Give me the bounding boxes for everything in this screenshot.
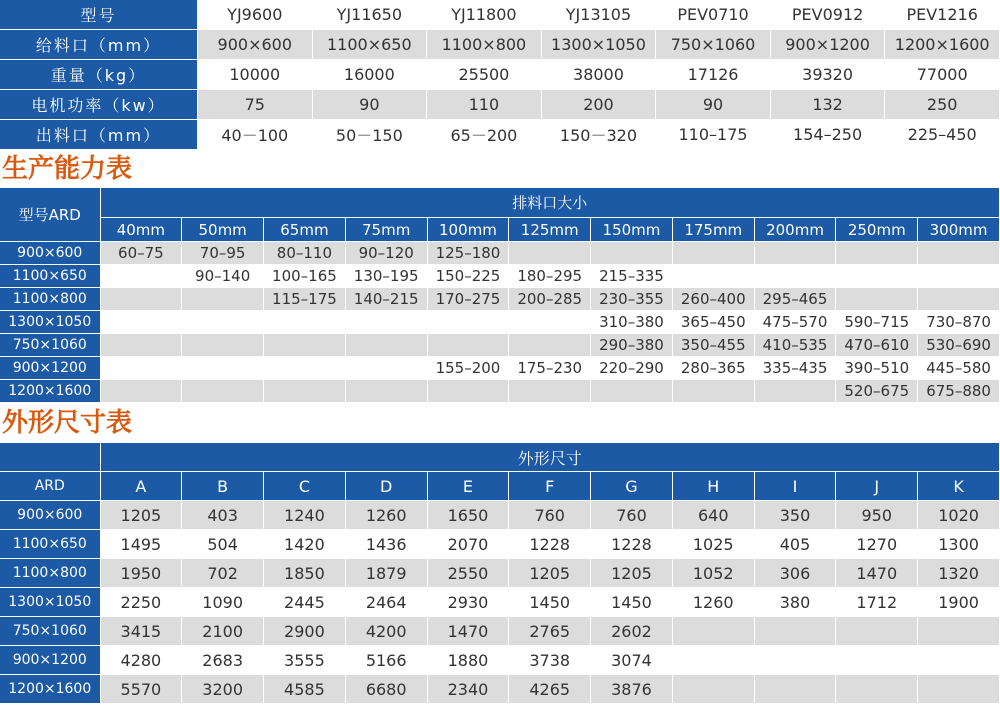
dimensions-cell: 2070 bbox=[427, 530, 509, 559]
spec-cell: 77000 bbox=[885, 60, 1000, 90]
dimensions-cell: 760 bbox=[591, 501, 673, 530]
spec-row bbox=[0, 30, 1000, 60]
capacity-cell: 60–75 bbox=[100, 242, 182, 265]
capacity-cell bbox=[182, 380, 264, 403]
capacity-cell bbox=[754, 265, 836, 288]
capacity-column-header: 125mm bbox=[509, 218, 591, 242]
dimensions-cell: 2445 bbox=[264, 588, 346, 617]
dimensions-cell bbox=[754, 646, 836, 675]
capacity-cell: 150–225 bbox=[427, 265, 509, 288]
capacity-cell bbox=[918, 265, 1000, 288]
dimensions-model-header: ARD bbox=[0, 472, 100, 501]
capacity-cell bbox=[182, 311, 264, 334]
spec-cell: 1200×1600 bbox=[885, 30, 1000, 60]
spec-cell: 10000 bbox=[198, 60, 313, 90]
dimensions-cell: 4585 bbox=[264, 675, 346, 704]
dimensions-cell: 1900 bbox=[918, 588, 1000, 617]
dimensions-column-header: B bbox=[182, 472, 264, 501]
capacity-cell: 215–335 bbox=[591, 265, 673, 288]
spec-cell: 1100×800 bbox=[427, 30, 542, 60]
dimensions-row bbox=[0, 646, 1000, 675]
dimensions-column-header: K bbox=[918, 472, 1000, 501]
capacity-cell bbox=[264, 334, 346, 357]
dimensions-cell: 1850 bbox=[264, 559, 346, 588]
spec-cell: 90 bbox=[312, 90, 427, 120]
spec-table bbox=[0, 0, 1000, 150]
capacity-cell bbox=[836, 242, 918, 265]
dimensions-cell bbox=[672, 617, 754, 646]
spec-cell: 900×600 bbox=[198, 30, 313, 60]
spec-cell: PEV1216 bbox=[885, 0, 1000, 30]
dimensions-cell: 5166 bbox=[345, 646, 427, 675]
spec-cell: YJ11800 bbox=[427, 0, 542, 30]
dimensions-cell: 1052 bbox=[672, 559, 754, 588]
dimensions-cell: 405 bbox=[754, 530, 836, 559]
capacity-cell: 90–120 bbox=[345, 242, 427, 265]
spec-cell: 90 bbox=[656, 90, 771, 120]
dimensions-cell bbox=[836, 646, 918, 675]
dimensions-column-header: F bbox=[509, 472, 591, 501]
dimensions-cell: 4200 bbox=[345, 617, 427, 646]
dimensions-row-model: 1200×1600 bbox=[0, 675, 100, 704]
capacity-row bbox=[0, 380, 1000, 403]
capacity-cell bbox=[345, 334, 427, 357]
capacity-cell: 295–465 bbox=[754, 288, 836, 311]
spec-cell: YJ11650 bbox=[312, 0, 427, 30]
capacity-row bbox=[0, 311, 1000, 334]
capacity-cell: 125–180 bbox=[427, 242, 509, 265]
dimensions-cell: 1470 bbox=[836, 559, 918, 588]
dimensions-column-header: I bbox=[754, 472, 836, 501]
dimensions-cell: 1025 bbox=[672, 530, 754, 559]
capacity-cell: 90–140 bbox=[182, 265, 264, 288]
capacity-row-model: 900×600 bbox=[0, 242, 100, 265]
capacity-cell: 730–870 bbox=[918, 311, 1000, 334]
dimensions-row-model: 900×600 bbox=[0, 501, 100, 530]
capacity-cell bbox=[836, 288, 918, 311]
dimensions-cell: 4265 bbox=[509, 675, 591, 704]
spec-cell: PEV0710 bbox=[656, 0, 771, 30]
capacity-cell bbox=[509, 311, 591, 334]
capacity-cell: 410–535 bbox=[754, 334, 836, 357]
capacity-cell: 180–295 bbox=[509, 265, 591, 288]
capacity-cell bbox=[509, 380, 591, 403]
dimensions-cell: 1880 bbox=[427, 646, 509, 675]
dimensions-cell: 403 bbox=[182, 501, 264, 530]
capacity-cell: 70–95 bbox=[182, 242, 264, 265]
capacity-cell bbox=[754, 242, 836, 265]
capacity-column-header: 50mm bbox=[182, 218, 264, 242]
dimensions-cell bbox=[754, 675, 836, 704]
capacity-cell bbox=[345, 311, 427, 334]
spec-cell: 39320 bbox=[770, 60, 885, 90]
spec-cell: 110 bbox=[427, 90, 542, 120]
capacity-section-title: 生产能力表 bbox=[2, 154, 133, 184]
capacity-cell bbox=[754, 380, 836, 403]
capacity-table bbox=[0, 188, 1000, 403]
capacity-column-header: 65mm bbox=[264, 218, 346, 242]
capacity-cell bbox=[100, 334, 182, 357]
capacity-cell bbox=[345, 357, 427, 380]
dimensions-cell: 5570 bbox=[100, 675, 182, 704]
capacity-cell: 390–510 bbox=[836, 357, 918, 380]
capacity-row bbox=[0, 265, 1000, 288]
dimensions-blank-corner bbox=[0, 443, 100, 472]
capacity-cell bbox=[918, 242, 1000, 265]
capacity-cell bbox=[264, 380, 346, 403]
dimensions-cell: 1260 bbox=[672, 588, 754, 617]
capacity-row-model: 750×1060 bbox=[0, 334, 100, 357]
dimensions-cell: 380 bbox=[754, 588, 836, 617]
capacity-cell: 470–610 bbox=[836, 334, 918, 357]
spec-cell: 150－320 bbox=[541, 120, 656, 150]
spec-cell: 16000 bbox=[312, 60, 427, 90]
dimensions-column-header: G bbox=[591, 472, 673, 501]
capacity-row-model: 1100×800 bbox=[0, 288, 100, 311]
dimensions-cell: 1205 bbox=[100, 501, 182, 530]
spec-cell: 900×1200 bbox=[770, 30, 885, 60]
dimensions-cell: 2765 bbox=[509, 617, 591, 646]
dimensions-cell: 2340 bbox=[427, 675, 509, 704]
capacity-cell bbox=[100, 311, 182, 334]
dimensions-cell: 1950 bbox=[100, 559, 182, 588]
dimensions-group-header: 外形尺寸 bbox=[100, 443, 1000, 472]
capacity-cell: 100–165 bbox=[264, 265, 346, 288]
spec-row-label: 重量（kg） bbox=[0, 60, 198, 90]
spec-row-label: 给料口（mm） bbox=[0, 30, 198, 60]
capacity-column-header: 100mm bbox=[427, 218, 509, 242]
capacity-cell: 280–365 bbox=[672, 357, 754, 380]
spec-cell: YJ9600 bbox=[198, 0, 313, 30]
dimensions-cell: 3738 bbox=[509, 646, 591, 675]
spec-cell: 200 bbox=[541, 90, 656, 120]
spec-cell: YJ13105 bbox=[541, 0, 656, 30]
dimensions-cell: 1320 bbox=[918, 559, 1000, 588]
dimensions-cell bbox=[836, 675, 918, 704]
dimensions-column-header: C bbox=[264, 472, 346, 501]
spec-row bbox=[0, 0, 1000, 30]
spec-cell: 25500 bbox=[427, 60, 542, 90]
dimensions-cell: 1450 bbox=[509, 588, 591, 617]
capacity-row-model: 1300×1050 bbox=[0, 311, 100, 334]
dimensions-cell: 1260 bbox=[345, 501, 427, 530]
spec-row-label: 出料口（mm） bbox=[0, 120, 198, 150]
dimensions-cell: 1300 bbox=[918, 530, 1000, 559]
dimensions-cell: 702 bbox=[182, 559, 264, 588]
spec-row-label: 型号 bbox=[0, 0, 198, 30]
spec-row bbox=[0, 90, 1000, 120]
capacity-column-header: 40mm bbox=[100, 218, 182, 242]
spec-cell: 50－150 bbox=[312, 120, 427, 150]
dimensions-cell: 1228 bbox=[509, 530, 591, 559]
capacity-cell bbox=[427, 380, 509, 403]
dimensions-cell: 3555 bbox=[264, 646, 346, 675]
dimensions-cell: 2464 bbox=[345, 588, 427, 617]
dimensions-row bbox=[0, 675, 1000, 704]
dimensions-cell: 3200 bbox=[182, 675, 264, 704]
dimensions-row-model: 1100×650 bbox=[0, 530, 100, 559]
capacity-cell: 590–715 bbox=[836, 311, 918, 334]
dimensions-cell: 1020 bbox=[918, 501, 1000, 530]
capacity-row bbox=[0, 334, 1000, 357]
dimensions-cell bbox=[754, 617, 836, 646]
capacity-cell: 335–435 bbox=[754, 357, 836, 380]
dimensions-table bbox=[0, 443, 1000, 704]
spec-cell: 132 bbox=[770, 90, 885, 120]
dimensions-cell bbox=[918, 617, 1000, 646]
capacity-cell: 155–200 bbox=[427, 357, 509, 380]
dimensions-cell: 3415 bbox=[100, 617, 182, 646]
capacity-cell bbox=[264, 311, 346, 334]
capacity-cell bbox=[509, 334, 591, 357]
capacity-cell: 175–230 bbox=[509, 357, 591, 380]
dimensions-column-header: J bbox=[836, 472, 918, 501]
capacity-model-header: 型号ARD bbox=[0, 188, 100, 242]
dimensions-cell: 1270 bbox=[836, 530, 918, 559]
dimensions-row bbox=[0, 588, 1000, 617]
dimensions-cell: 1650 bbox=[427, 501, 509, 530]
capacity-cell: 220–290 bbox=[591, 357, 673, 380]
dimensions-cell: 1205 bbox=[509, 559, 591, 588]
dimensions-cell: 2900 bbox=[264, 617, 346, 646]
spec-cell: PEV0912 bbox=[770, 0, 885, 30]
dimensions-cell: 1450 bbox=[591, 588, 673, 617]
capacity-cell: 200–285 bbox=[509, 288, 591, 311]
capacity-column-header: 300mm bbox=[918, 218, 1000, 242]
spec-cell: 110–175 bbox=[656, 120, 771, 150]
dimensions-row bbox=[0, 617, 1000, 646]
dimensions-row-model: 1300×1050 bbox=[0, 588, 100, 617]
capacity-cell bbox=[918, 288, 1000, 311]
spec-cell: 17126 bbox=[656, 60, 771, 90]
capacity-cell bbox=[100, 288, 182, 311]
capacity-cell bbox=[427, 334, 509, 357]
spec-cell: 750×1060 bbox=[656, 30, 771, 60]
spec-cell: 225–450 bbox=[885, 120, 1000, 150]
capacity-cell: 475–570 bbox=[754, 311, 836, 334]
capacity-cell bbox=[509, 242, 591, 265]
dimensions-row bbox=[0, 501, 1000, 530]
capacity-row-model: 1100×650 bbox=[0, 265, 100, 288]
capacity-cell bbox=[672, 242, 754, 265]
capacity-cell: 170–275 bbox=[427, 288, 509, 311]
capacity-cell: 140–215 bbox=[345, 288, 427, 311]
dimensions-cell: 3074 bbox=[591, 646, 673, 675]
dimensions-column-header: E bbox=[427, 472, 509, 501]
dimensions-cell: 2930 bbox=[427, 588, 509, 617]
capacity-cell bbox=[100, 265, 182, 288]
dimensions-cell: 1436 bbox=[345, 530, 427, 559]
dimensions-cell: 1420 bbox=[264, 530, 346, 559]
capacity-cell bbox=[100, 380, 182, 403]
spec-row bbox=[0, 120, 1000, 150]
dimensions-cell: 504 bbox=[182, 530, 264, 559]
capacity-cell bbox=[672, 265, 754, 288]
capacity-column-header: 250mm bbox=[836, 218, 918, 242]
spec-row bbox=[0, 60, 1000, 90]
capacity-cell: 520–675 bbox=[836, 380, 918, 403]
capacity-cell: 675–880 bbox=[918, 380, 1000, 403]
dimensions-cell: 2602 bbox=[591, 617, 673, 646]
spec-cell: 154–250 bbox=[770, 120, 885, 150]
dimensions-cell: 350 bbox=[754, 501, 836, 530]
capacity-cell bbox=[182, 357, 264, 380]
dimensions-cell: 4280 bbox=[100, 646, 182, 675]
capacity-cell bbox=[591, 242, 673, 265]
capacity-cell: 310–380 bbox=[591, 311, 673, 334]
dimensions-cell: 1470 bbox=[427, 617, 509, 646]
dimensions-cell bbox=[672, 646, 754, 675]
capacity-cell: 80–110 bbox=[264, 242, 346, 265]
capacity-cell: 230–355 bbox=[591, 288, 673, 311]
dimensions-section-title: 外形尺寸表 bbox=[2, 408, 133, 438]
dimensions-row bbox=[0, 530, 1000, 559]
dimensions-cell: 3876 bbox=[591, 675, 673, 704]
capacity-row bbox=[0, 357, 1000, 380]
capacity-cell bbox=[100, 357, 182, 380]
capacity-group-header: 排料口大小 bbox=[100, 188, 1000, 218]
capacity-cell: 365–450 bbox=[672, 311, 754, 334]
spec-cell: 38000 bbox=[541, 60, 656, 90]
capacity-row-model: 1200×1600 bbox=[0, 380, 100, 403]
dimensions-cell: 1090 bbox=[182, 588, 264, 617]
dimensions-cell: 1228 bbox=[591, 530, 673, 559]
capacity-column-header: 175mm bbox=[672, 218, 754, 242]
capacity-row bbox=[0, 288, 1000, 311]
capacity-column-header: 200mm bbox=[754, 218, 836, 242]
dimensions-cell bbox=[918, 646, 1000, 675]
capacity-cell bbox=[672, 380, 754, 403]
dimensions-column-header: D bbox=[345, 472, 427, 501]
capacity-row bbox=[0, 242, 1000, 265]
capacity-cell: 530–690 bbox=[918, 334, 1000, 357]
capacity-cell bbox=[836, 265, 918, 288]
capacity-cell: 350–455 bbox=[672, 334, 754, 357]
dimensions-cell: 1712 bbox=[836, 588, 918, 617]
capacity-cell bbox=[427, 311, 509, 334]
dimensions-row bbox=[0, 559, 1000, 588]
dimensions-cell: 6680 bbox=[345, 675, 427, 704]
capacity-cell bbox=[182, 288, 264, 311]
dimensions-row-model: 900×1200 bbox=[0, 646, 100, 675]
capacity-cell bbox=[591, 380, 673, 403]
dimensions-column-header: H bbox=[672, 472, 754, 501]
capacity-column-header: 150mm bbox=[591, 218, 673, 242]
capacity-cell: 130–195 bbox=[345, 265, 427, 288]
dimensions-cell: 1205 bbox=[591, 559, 673, 588]
dimensions-cell: 2683 bbox=[182, 646, 264, 675]
dimensions-cell: 2100 bbox=[182, 617, 264, 646]
spec-cell: 75 bbox=[198, 90, 313, 120]
capacity-row-model: 900×1200 bbox=[0, 357, 100, 380]
dimensions-cell: 1240 bbox=[264, 501, 346, 530]
dimensions-cell bbox=[918, 675, 1000, 704]
dimensions-cell: 950 bbox=[836, 501, 918, 530]
dimensions-row-model: 1100×800 bbox=[0, 559, 100, 588]
dimensions-cell bbox=[836, 617, 918, 646]
spec-cell: 250 bbox=[885, 90, 1000, 120]
spec-row-label: 电机功率（kw） bbox=[0, 90, 198, 120]
capacity-cell: 290–380 bbox=[591, 334, 673, 357]
dimensions-cell: 640 bbox=[672, 501, 754, 530]
dimensions-row-model: 750×1060 bbox=[0, 617, 100, 646]
dimensions-cell: 760 bbox=[509, 501, 591, 530]
capacity-cell bbox=[182, 334, 264, 357]
capacity-column-header: 75mm bbox=[345, 218, 427, 242]
dimensions-cell: 1495 bbox=[100, 530, 182, 559]
capacity-cell bbox=[264, 357, 346, 380]
capacity-cell: 260–400 bbox=[672, 288, 754, 311]
dimensions-cell: 2250 bbox=[100, 588, 182, 617]
capacity-cell: 115–175 bbox=[264, 288, 346, 311]
dimensions-cell: 2550 bbox=[427, 559, 509, 588]
dimensions-cell: 1879 bbox=[345, 559, 427, 588]
dimensions-column-header: A bbox=[100, 472, 182, 501]
capacity-cell: 445–580 bbox=[918, 357, 1000, 380]
dimensions-cell bbox=[672, 675, 754, 704]
spec-cell: 1300×1050 bbox=[541, 30, 656, 60]
spec-cell: 1100×650 bbox=[312, 30, 427, 60]
dimensions-cell: 306 bbox=[754, 559, 836, 588]
spec-cell: 65－200 bbox=[427, 120, 542, 150]
capacity-cell bbox=[345, 380, 427, 403]
spec-cell: 40－100 bbox=[198, 120, 313, 150]
